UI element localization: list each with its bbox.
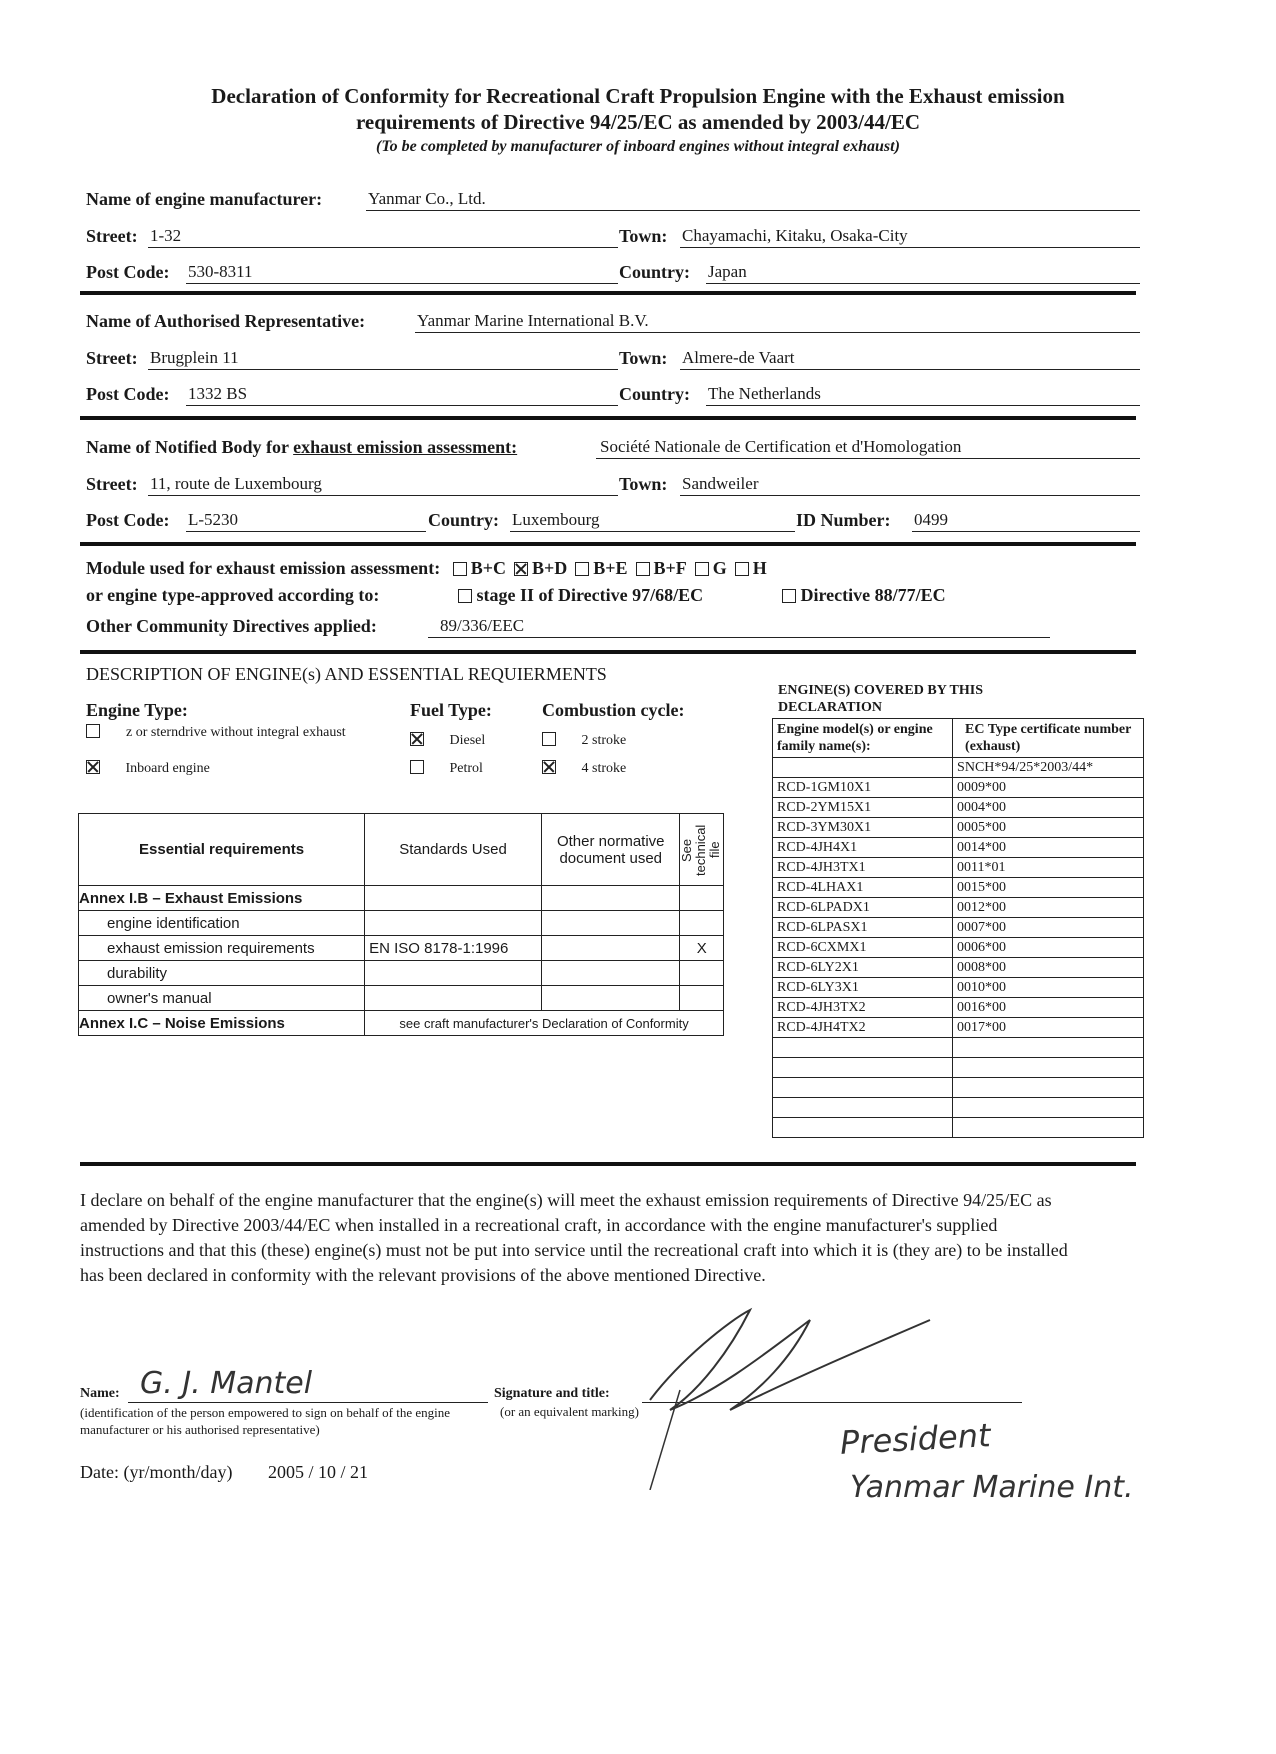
representative-street-label: Street:: [86, 348, 138, 368]
notified-body-name: Société Nationale de Certification et d'Homologation: [600, 437, 962, 456]
col-engine-model: Engine model(s) or engine family name(s):: [773, 719, 953, 758]
requirement-cell-other: [542, 961, 680, 986]
manufacturer-postcode-label: Post Code:: [86, 262, 170, 282]
engine-type-option-2[interactable]: [86, 760, 210, 777]
name-label: Name:: [80, 1386, 120, 1401]
engine-row: [773, 1038, 1144, 1058]
engine-cell-model: RCD-4JH4X1: [773, 838, 953, 858]
section-divider: [80, 416, 1136, 420]
representative-name: Yanmar Marine International B.V.: [417, 311, 649, 330]
manufacturer-name-label: Name of engine manufacturer:: [86, 189, 323, 209]
engines-heading: ENGINE(S) COVERED BY THIS DECLARATION: [778, 683, 983, 715]
manufacturer-town: Chayamachi, Kitaku, Osaka-City: [682, 226, 908, 245]
notified-body-country-label: Country:: [428, 510, 499, 530]
checkbox[interactable]: [575, 562, 589, 576]
document-title-line2: requirements of Directive 94/25/EC as amended by 2003/44/EC: [355, 110, 921, 134]
declaration-text: I declare on behalf of the engine manufacturer that the engine(s) will meet the exhaust emission requirements of Directive 94/25/EC as amended by Directive 2003/44/EC when installed in a recreational craft, in accordance with the engine manufacturer's supplied instructions and that this (these) engine(s) must not be put into service until the recreational craft into which it is (they are) to be installed has been declared in conformity with the relevant provisions of the above mentioned Directive.: [80, 1190, 1068, 1285]
module-option[interactable]: [735, 558, 767, 578]
fuel-option-petrol-label: Petrol: [449, 761, 483, 776]
checkbox[interactable]: [453, 562, 467, 576]
checkbox-checked[interactable]: [86, 760, 100, 774]
notified-body-postcode: L-5230: [188, 510, 239, 529]
engine-cell-cert: 0011*01: [953, 858, 1144, 878]
notified-body-label: Name of Notified Body for exhaust emission assessment:: [86, 437, 518, 457]
checkbox-checked[interactable]: [514, 562, 528, 576]
notified-body-town: Sandweiler: [682, 474, 759, 493]
module-option-label: B+E: [593, 558, 628, 578]
engine-cell-model: RCD-3YM30X1: [773, 818, 953, 838]
requirement-cell-standard: [365, 986, 542, 1011]
engine-cell-cert: [953, 1118, 1144, 1138]
checkbox[interactable]: [695, 562, 709, 576]
manufacturer-country-label: Country:: [619, 262, 690, 282]
engine-row: [773, 878, 1144, 898]
requirement-cell-standard: EN ISO 8178-1:1996: [365, 936, 542, 961]
section-divider: [80, 1162, 1136, 1166]
underline: [186, 531, 426, 532]
engine-row: [773, 998, 1144, 1018]
engine-cell-model: [773, 1118, 953, 1138]
cycle-option-2stroke-label: 2 stroke: [581, 733, 627, 748]
engine-cell-model: RCD-4JH3TX1: [773, 858, 953, 878]
engine-row: [773, 958, 1144, 978]
underline: [596, 458, 1140, 459]
engine-cell-cert: 0014*00: [953, 838, 1144, 858]
date-label: Date: (yr/month/day): [80, 1462, 233, 1482]
engine-cell-cert: 0012*00: [953, 898, 1144, 918]
annex-c-note: see craft manufacturer's Declaration of Conformity: [365, 1011, 724, 1036]
manufacturer-street: 1-32: [150, 226, 182, 245]
section-divider: [80, 542, 1136, 546]
module-option-label: H: [752, 558, 767, 578]
underline: [680, 247, 1140, 248]
module-option-label: G: [712, 558, 727, 578]
underline: [912, 531, 1140, 532]
stage2-label: stage II of Directive 97/68/EC: [476, 585, 704, 605]
signature-note: (or an equivalent marking): [500, 1404, 639, 1419]
engine-cell-cert: 0004*00: [953, 798, 1144, 818]
underline: [148, 495, 618, 496]
requirement-cell-tech: [680, 986, 724, 1011]
checkbox[interactable]: [636, 562, 650, 576]
engine-cell-cert: 0015*00: [953, 878, 1144, 898]
engine-cell-model: RCD-6LY2X1: [773, 958, 953, 978]
description-heading: DESCRIPTION OF ENGINE(s) AND ESSENTIAL REQUIERMENTS: [86, 664, 607, 684]
requirement-row: [79, 936, 724, 961]
requirement-cell-name: exhaust emission requirements: [79, 936, 365, 961]
engine-cell-cert: 0017*00: [953, 1018, 1144, 1038]
engine-row: [773, 978, 1144, 998]
engine-cell-model: [773, 1038, 953, 1058]
fuel-type-label: Fuel Type:: [410, 700, 492, 720]
col-essential-requirements: Essential requirements: [79, 814, 365, 886]
requirement-cell-tech: X: [680, 936, 724, 961]
annex-c-label: Annex I.C – Noise Emissions: [79, 1011, 365, 1036]
section-divider: [80, 291, 1136, 295]
engine-row: [773, 778, 1144, 798]
engine-row: [773, 838, 1144, 858]
name-note: (identification of the person empowered to sign on behalf of the engine manufacturer or his authorised representative): [80, 1405, 451, 1437]
engine-cell-model: RCD-6CXMX1: [773, 938, 953, 958]
notified-body-id-label: ID Number:: [796, 510, 891, 530]
representative-country-label: Country:: [619, 384, 690, 404]
engine-row: [773, 1058, 1144, 1078]
requirement-cell-name: durability: [79, 961, 365, 986]
notified-body-street-label: Street:: [86, 474, 138, 494]
requirement-cell-standard: [365, 961, 542, 986]
handwritten-name: G. J. Mantel: [140, 1366, 313, 1401]
col-standards-used: Standards Used: [365, 814, 542, 886]
engine-type-label: Engine Type:: [86, 700, 188, 720]
engine-cell-model: RCD-2YM15X1: [773, 798, 953, 818]
requirement-cell-tech: [680, 911, 724, 936]
requirement-cell-tech: [680, 961, 724, 986]
annex-c-row: [79, 1011, 724, 1036]
engine-cell-model: RCD-4JH3TX2: [773, 998, 953, 1018]
manufacturer-postcode: 530-8311: [188, 262, 253, 281]
engine-cell-model: RCD-6LY3X1: [773, 978, 953, 998]
representative-postcode: 1332 BS: [188, 384, 248, 403]
requirement-cell-name: engine identification: [79, 911, 365, 936]
underline: [510, 531, 795, 532]
notified-body-postcode-label: Post Code:: [86, 510, 170, 530]
module-option-label: B+F: [653, 558, 687, 578]
underline: [148, 247, 618, 248]
col-ec-certificate: EC Type certificate number (exhaust): [953, 719, 1144, 758]
requirement-cell-other: [542, 986, 680, 1011]
engine-cell-model: RCD-6LPADX1: [773, 898, 953, 918]
requirement-cell-standard: [365, 911, 542, 936]
underline: [428, 637, 1050, 638]
engine-row: [773, 818, 1144, 838]
manufacturer-town-label: Town:: [619, 226, 668, 246]
engine-cell-model: RCD-1GM10X1: [773, 778, 953, 798]
engine-cell-cert: 0007*00: [953, 918, 1144, 938]
engine-cell-model: RCD-4LHAX1: [773, 878, 953, 898]
col-other-normative: Other normative document used: [542, 814, 680, 886]
engine-cell-cert: 0010*00: [953, 978, 1144, 998]
underline: [706, 283, 1140, 284]
checkbox[interactable]: [542, 732, 556, 746]
underline: [680, 495, 1140, 496]
fuel-option-diesel-label: Diesel: [449, 733, 486, 748]
engine-row: [773, 858, 1144, 878]
engine-cell-cert: 0016*00: [953, 998, 1144, 1018]
module-option[interactable]: [636, 558, 687, 578]
underline: [186, 405, 618, 406]
dir88-label: Directive 88/77/EC: [800, 585, 946, 605]
engine-cell-model: [773, 1078, 953, 1098]
cert-prefix-row: [773, 758, 1144, 778]
requirement-cell-name: owner's manual: [79, 986, 365, 1011]
engine-cell-cert: [953, 1058, 1144, 1078]
requirement-cell-other: [542, 911, 680, 936]
module-option[interactable]: [695, 558, 727, 578]
engine-type-option-2-label: Inboard engine: [125, 761, 210, 776]
representative-country: The Netherlands: [708, 384, 821, 403]
section-divider: [80, 650, 1136, 654]
other-directives-label: Other Community Directives applied:: [86, 616, 377, 636]
modules-label: Module used for exhaust emission assessment:: [86, 558, 441, 578]
engine-type-option-1-label: z or sterndrive without integral exhaust: [126, 725, 346, 740]
dir88-option[interactable]: [782, 585, 946, 606]
underline: [680, 369, 1140, 370]
representative-town-label: Town:: [619, 348, 668, 368]
representative-postcode-label: Post Code:: [86, 384, 170, 404]
handwritten-title-1: President: [839, 1416, 992, 1462]
module-option-label: B+C: [470, 558, 506, 578]
modules-row: [86, 558, 767, 579]
engine-cell-cert: [953, 1098, 1144, 1118]
underline: [415, 332, 1140, 333]
signature-label: Signature and title:: [494, 1386, 610, 1401]
requirement-row: [79, 961, 724, 986]
engine-row: [773, 798, 1144, 818]
checkbox[interactable]: [86, 724, 100, 738]
requirement-row: [79, 986, 724, 1011]
engines-table: [772, 718, 1144, 1138]
engine-row: [773, 1018, 1144, 1038]
representative-name-label: Name of Authorised Representative:: [86, 311, 366, 331]
engines-header-row: [773, 719, 1144, 758]
cert-prefix: SNCH*94/25*2003/44*: [953, 758, 1144, 778]
underline: [128, 1402, 488, 1403]
engine-cell-cert: 0009*00: [953, 778, 1144, 798]
module-option[interactable]: [514, 558, 567, 578]
notified-body-id: 0499: [914, 510, 948, 529]
requirements-header-row: [79, 814, 724, 886]
module-option[interactable]: [453, 558, 506, 578]
annex-b-label: Annex I.B – Exhaust Emissions: [79, 886, 365, 911]
annex-b-row: [79, 886, 724, 911]
fuel-option-petrol[interactable]: [410, 760, 483, 777]
engine-cell-model: RCD-4JH4TX2: [773, 1018, 953, 1038]
engine-cell-cert: [953, 1038, 1144, 1058]
cycle-option-4stroke-label: 4 stroke: [581, 761, 627, 776]
engine-row: [773, 1098, 1144, 1118]
underline: [186, 283, 618, 284]
underline: [148, 369, 618, 370]
stage2-option[interactable]: [458, 585, 703, 606]
requirement-cell-other: [542, 936, 680, 961]
fuel-option-diesel[interactable]: [410, 732, 485, 749]
engine-type-option-1[interactable]: [86, 724, 346, 741]
other-directives-value: 89/336/EEC: [440, 616, 525, 635]
manufacturer-street-label: Street:: [86, 226, 138, 246]
engine-row: [773, 1118, 1144, 1138]
cycle-option-4stroke[interactable]: [542, 760, 626, 777]
representative-town: Almere-de Vaart: [682, 348, 795, 367]
requirement-row: [79, 911, 724, 936]
manufacturer-name: Yanmar Co., Ltd.: [368, 189, 486, 208]
engine-row: [773, 918, 1144, 938]
checkbox[interactable]: [735, 562, 749, 576]
col-see-technical-file: See technical file: [680, 814, 724, 886]
checkbox[interactable]: [782, 589, 796, 603]
type-approved-label: or engine type-approved according to:: [86, 585, 380, 605]
checkbox[interactable]: [410, 760, 424, 774]
engine-row: [773, 1078, 1144, 1098]
combustion-cycle-label: Combustion cycle:: [542, 700, 685, 720]
notified-body-town-label: Town:: [619, 474, 668, 494]
engine-row: [773, 938, 1144, 958]
representative-street: Brugplein 11: [150, 348, 239, 367]
notified-body-country: Luxembourg: [512, 510, 600, 529]
handwritten-title-2: Yanmar Marine Int.: [850, 1470, 1134, 1505]
manufacturer-country: Japan: [708, 262, 747, 281]
document-subtitle: (To be completed by manufacturer of inboard engines without integral exhaust): [376, 138, 900, 155]
signature-mark: [640, 1290, 960, 1490]
notified-body-street: 11, route de Luxembourg: [150, 474, 322, 493]
underline: [366, 210, 1140, 211]
date-value: 2005 / 10 / 21: [268, 1462, 369, 1482]
engine-row: [773, 898, 1144, 918]
underline: [706, 405, 1140, 406]
engine-cell-cert: 0006*00: [953, 938, 1144, 958]
module-option[interactable]: [575, 558, 627, 578]
cycle-option-2stroke[interactable]: [542, 732, 626, 749]
checkbox[interactable]: [458, 589, 472, 603]
engine-cell-model: [773, 1058, 953, 1078]
module-option-label: B+D: [531, 558, 568, 578]
requirements-table: [78, 813, 724, 1036]
document-title-line1: Declaration of Conformity for Recreational Craft Propulsion Engine with the Exhaust emission: [211, 84, 1065, 108]
checkbox-checked[interactable]: [542, 760, 556, 774]
engine-cell-model: [773, 1098, 953, 1118]
engine-cell-cert: [953, 1078, 1144, 1098]
engine-cell-cert: 0008*00: [953, 958, 1144, 978]
engine-cell-cert: 0005*00: [953, 818, 1144, 838]
engine-cell-model: RCD-6LPASX1: [773, 918, 953, 938]
checkbox-checked[interactable]: [410, 732, 424, 746]
